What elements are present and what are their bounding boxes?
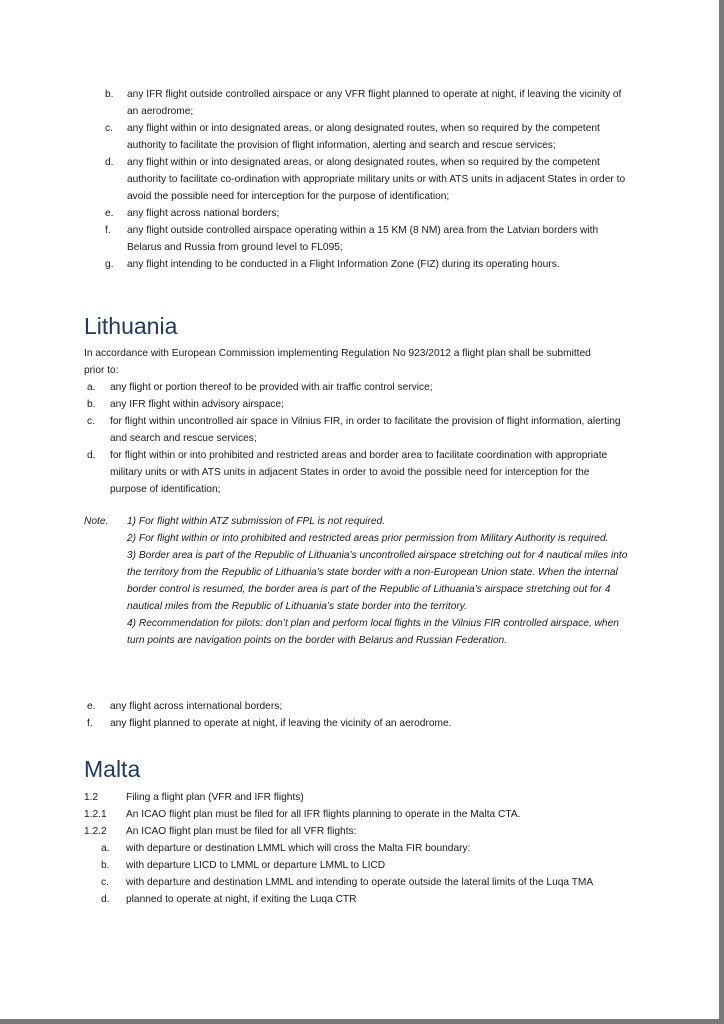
list-item-text: with departure and destination LMML and intending to operate outside the lateral limits of the Luqa TMA [126,877,594,888]
list-item [101,891,631,908]
list-item [105,120,635,154]
list-item [101,874,631,891]
note-line: 3) Border area is part of the Republic of Lithuania’s uncontrolled airspace stretching out for 4 nautical miles into the territory from the Republic of Lithuania’s state border with a non-European Union state. When the internal border control is resumed, the border area is part of the Republic of Lithuania’s airspace stretching out for 4 nautical miles from the Republic of Lithuania’s state border into the territory. [127,550,628,612]
list-marker: d. [101,894,110,905]
section-number: 1.2.2 [84,826,107,837]
list-item-text: any IFR flight outside controlled airspace or any VFR flight planned to operate at night, if leaving the vicinity of an aerodrome; [127,89,622,117]
list-marker: d. [87,450,96,461]
list-marker: g. [105,259,114,270]
list-item [105,154,635,205]
malta-heading: Malta [84,756,141,782]
list-marker: b. [101,860,110,871]
list-item-text: planned to operate at night, if exiting the Luqa CTR [126,894,357,905]
list-item-text: any flight outside controlled airspace operating within a 15 KM (8 NM) area from the Latvian borders with Belarus and Russia from ground level to FL095; [127,225,599,253]
lithuania-heading: Lithuania [84,313,178,339]
list-item-text: for flight within or into prohibited and restricted areas and border area to facilitate coordination with appropriate military units or with ATS units in adjacent States in order to avoid the possible need for interception for the purpose of identification; [110,450,608,495]
list-item-text: any IFR flight within advisory airspace; [110,399,284,410]
list-item [87,715,627,732]
list-item-text: any flight within or into designated areas, or along designated routes, when so required by the competent authority to facilitate co-ordination with appropriate military units or with ATS units in adjacent States in order to avoid the possible need for interception for the purpose of identification; [127,157,626,202]
list-item-text: any flight planned to operate at night, if leaving the vicinity of an aerodrome. [110,718,452,729]
section-number: 1.2.1 [84,809,107,820]
list-item [105,256,635,273]
list-item [87,413,627,447]
list-marker: a. [101,843,110,854]
list-item [87,396,627,413]
list-marker: e. [105,208,114,219]
list-item [101,857,631,874]
latvia-flight-plan-list [105,86,635,273]
lithuania-intro: In accordance with European Commission implementing Regulation No 923/2012 a flight plan shall be submitted prior to: [84,348,591,376]
list-item [87,698,627,715]
malta-sub-list [101,840,631,908]
list-marker: a. [87,382,96,393]
section-text: An ICAO flight plan must be filed for all IFR flights planning to operate in the Malta CTA. [126,809,521,820]
malta-numbered-list [84,789,644,840]
list-item [105,205,635,222]
list-marker: d. [105,157,114,168]
list-item-text: with departure LICD to LMML or departure LMML to LICD [126,860,386,871]
list-item-text: any flight within or into designated areas, or along designated routes, when so required by the competent authority to facilitate the provision of flight information, alerting and search and rescue services; [127,123,600,151]
list-marker: f. [87,718,93,729]
list-item-text: any flight across national borders; [127,208,280,219]
list-item [105,86,635,120]
lithuania-list-part1 [87,379,627,498]
list-item [105,222,635,256]
list-item-text: any flight or portion thereof to be provided with air traffic control service; [110,382,433,393]
note-label: Note. [84,516,109,527]
list-item-text: for flight within uncontrolled air space in Vilnius FIR, in order to facilitate the provision of flight information, alerting and search and rescue services; [110,416,621,444]
numbered-item [84,789,644,806]
list-marker: c. [105,123,113,134]
list-marker: e. [87,701,96,712]
note-lines [127,513,634,649]
list-marker: b. [87,399,96,410]
lithuania-list-part2 [87,698,627,732]
numbered-item [84,806,644,823]
note-line: 4) Recommendation for pilots: don’t plan and perform local flights in the Vilnius FIR controlled airspace, when turn points are navigation points on the border with Belarus and Russian Federation. [127,618,619,646]
list-item-text: any flight across international borders; [110,701,283,712]
section-text: An ICAO flight plan must be filed for all VFR flights: [126,826,357,837]
list-item [87,447,627,498]
lithuania-note [84,513,634,649]
list-item-text: with departure or destination LMML which will cross the Malta FIR boundary: [126,843,471,854]
list-marker: c. [101,877,109,888]
list-marker: c. [87,416,95,427]
list-item-text: any flight intending to be conducted in a Flight Information Zone (FIZ) during its operating hours. [127,259,560,270]
list-marker: b. [105,89,114,100]
section-text: Filing a flight plan (VFR and IFR flights) [126,792,304,803]
list-item [101,840,631,857]
numbered-item [84,823,644,840]
note-line: 1) For flight within ATZ submission of FPL is not required. [127,516,385,527]
list-item [87,379,627,396]
section-number: 1.2 [84,792,99,803]
list-marker: f. [105,225,111,236]
note-line: 2) For flight within or into prohibited and restricted areas prior permission from Military Authority is required. [127,533,609,544]
